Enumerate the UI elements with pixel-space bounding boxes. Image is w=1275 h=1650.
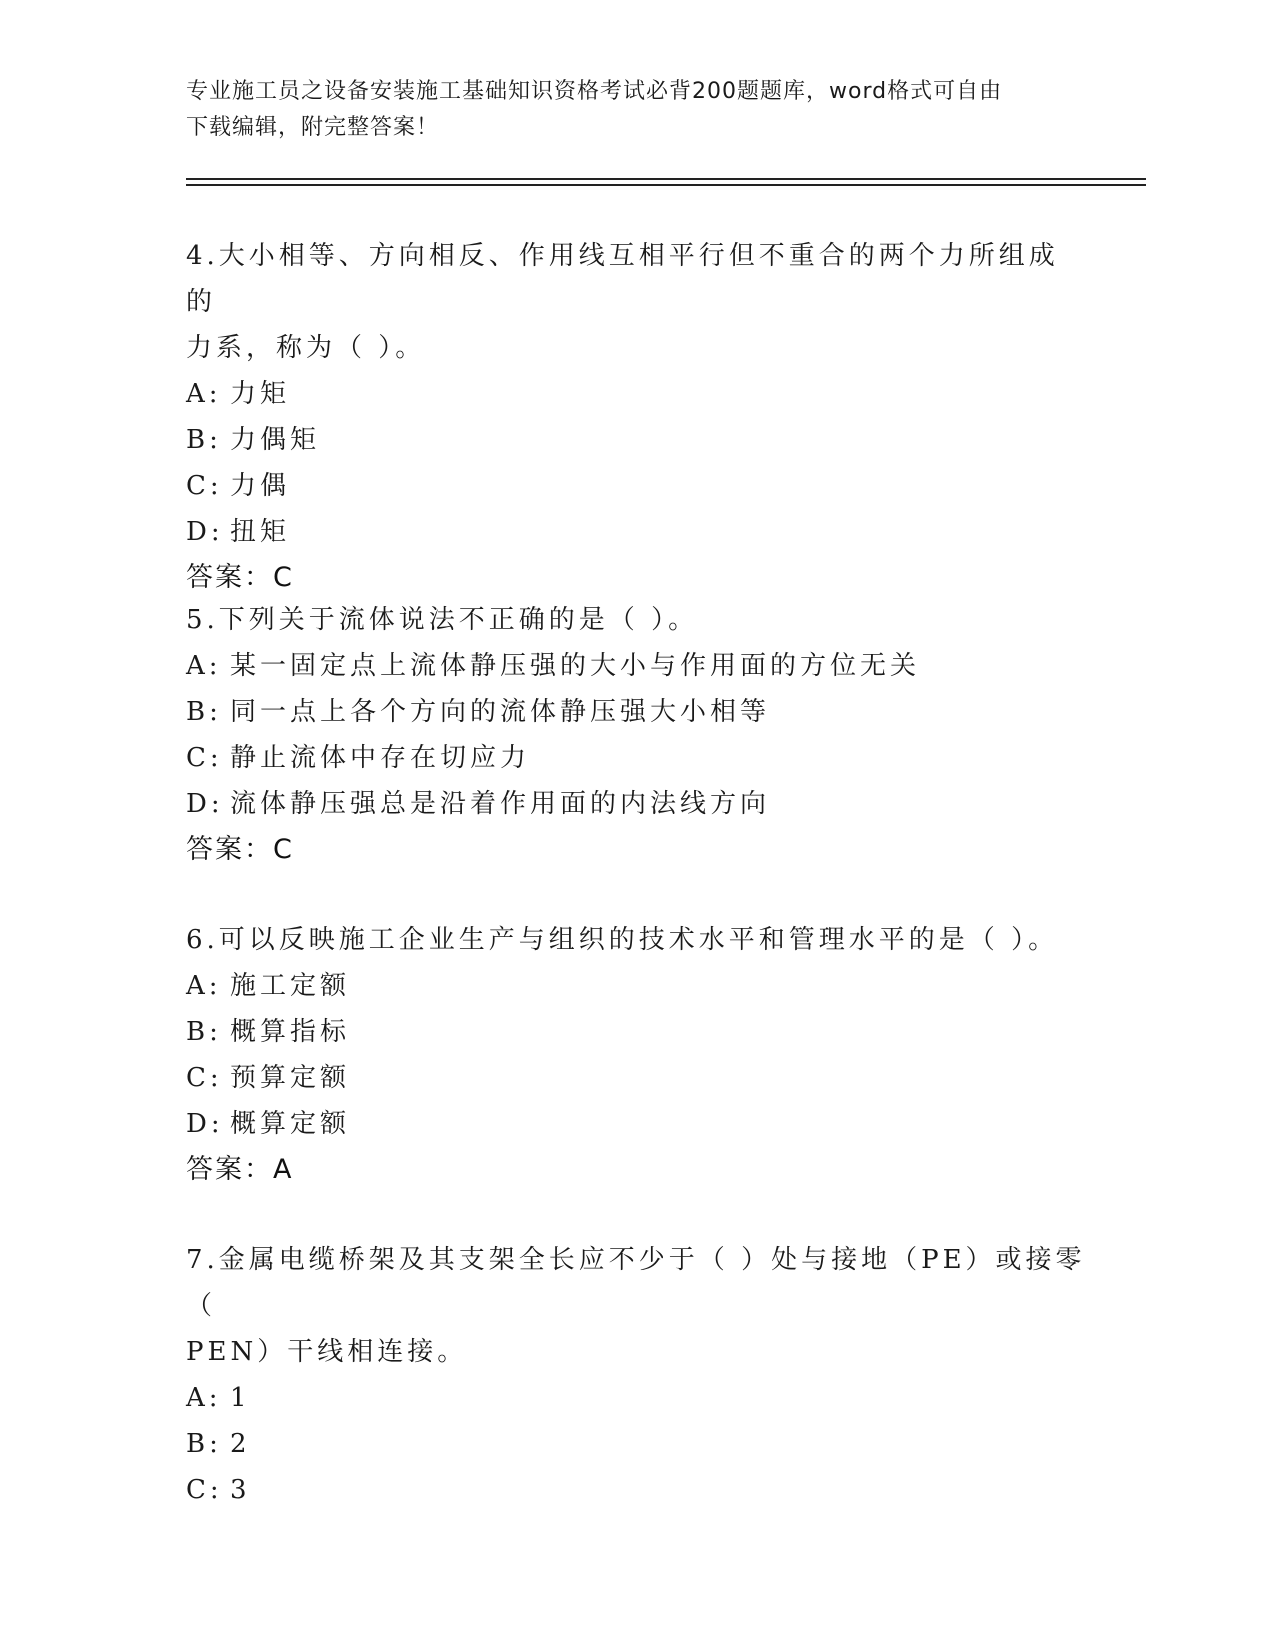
option-letter: D: <box>186 789 224 819</box>
option-b <box>186 1421 1086 1467</box>
option-text: 概算定额 <box>230 1109 351 1139</box>
answer-line: 答案：C <box>186 562 294 593</box>
option-d <box>186 509 1086 555</box>
option-letter: C: <box>186 743 223 773</box>
option-text: 施工定额 <box>230 971 351 1001</box>
document-header <box>186 74 1086 146</box>
option-text: 同一点上各个方向的流体静压强大小相等 <box>230 697 771 727</box>
option-text: 某一固定点上流体静压强的大小与作用面的方位无关 <box>230 651 921 681</box>
option-text: 力矩 <box>230 379 291 409</box>
option-text: 概算指标 <box>230 1017 351 1047</box>
option-letter: B: <box>186 425 222 455</box>
question-stem-line: PEN）干线相连接。 <box>186 1337 468 1367</box>
header-divider-bottom <box>186 184 1146 186</box>
option-c <box>186 463 1086 509</box>
option-d <box>186 1101 1086 1147</box>
option-letter: B: <box>186 697 222 727</box>
option-letter: A: <box>186 651 222 681</box>
option-letter: C: <box>186 471 223 501</box>
answer-line: 答案：A <box>186 1154 294 1185</box>
option-letter: B: <box>186 1017 222 1047</box>
option-c <box>186 735 1086 781</box>
question-stem-line: 5.下列关于流体说法不正确的是（ ）。 <box>186 605 699 635</box>
option-text: 3 <box>230 1475 251 1505</box>
question-7 <box>186 1237 1086 1513</box>
header-line-1: 专业施工员之设备安装施工基础知识资格考试必背200题题库，word格式可自由 <box>186 79 1003 104</box>
option-letter: B: <box>186 1429 222 1459</box>
option-text: 1 <box>230 1383 251 1413</box>
option-text: 预算定额 <box>230 1063 351 1093</box>
option-text: 力偶 <box>230 471 291 501</box>
question-5 <box>186 597 1086 873</box>
question-stem-line: 4.大小相等、方向相反、作用线互相平行但不重合的两个力所组成的 <box>186 241 1059 317</box>
answer-line: 答案：C <box>186 834 294 865</box>
option-a <box>186 371 1086 417</box>
option-a <box>186 643 1086 689</box>
option-letter: A: <box>186 971 222 1001</box>
option-letter: C: <box>186 1475 223 1505</box>
option-a <box>186 963 1086 1009</box>
option-letter: C: <box>186 1063 223 1093</box>
option-a <box>186 1375 1086 1421</box>
option-text: 流体静压强总是沿着作用面的内法线方向 <box>230 789 771 819</box>
option-b <box>186 689 1086 735</box>
option-letter: D: <box>186 1109 224 1139</box>
option-text: 静止流体中存在切应力 <box>230 743 531 773</box>
question-stem-line: 力系，称为（ ）。 <box>186 333 426 363</box>
option-letter: A: <box>186 1383 222 1413</box>
option-text: 力偶矩 <box>230 425 321 455</box>
option-d <box>186 781 1086 827</box>
option-text: 扭矩 <box>230 517 291 547</box>
question-6 <box>186 917 1086 1193</box>
option-b <box>186 417 1086 463</box>
option-b <box>186 1009 1086 1055</box>
question-stem-line: 7.金属电缆桥架及其支架全长应不少于（ ）处与接地（PE）或接零（ <box>186 1245 1086 1321</box>
option-letter: A: <box>186 379 222 409</box>
option-text: 2 <box>230 1429 251 1459</box>
question-stem-line: 6.可以反映施工企业生产与组织的技术水平和管理水平的是（ ）。 <box>186 925 1059 955</box>
option-c <box>186 1055 1086 1101</box>
option-c <box>186 1467 1086 1513</box>
header-divider-top <box>186 178 1146 180</box>
header-line-2: 下载编辑，附完整答案！ <box>186 115 440 140</box>
question-4 <box>186 233 1086 601</box>
option-letter: D: <box>186 517 224 547</box>
